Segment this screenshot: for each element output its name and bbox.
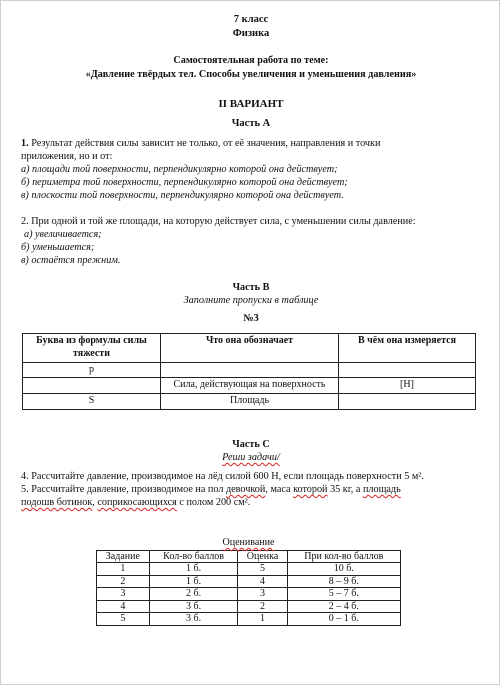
problem-5-line-1 — [21, 483, 481, 496]
part-c-instruction-wrap — [21, 451, 481, 464]
subject-label: Физика — [232, 27, 270, 39]
table-cell: 1 б. — [149, 575, 238, 588]
table-cell — [339, 394, 476, 410]
part-b-heading: Часть В — [232, 282, 270, 293]
question-2-text: 2. При одной и той же площади, на которую действует сила, с уменьшении силы давление: — [21, 216, 416, 227]
column-header: В чём она измеряется — [339, 334, 476, 363]
column-header: Кол-во баллов — [149, 550, 238, 563]
table-cell: 4 — [238, 575, 287, 588]
table-row — [97, 575, 401, 588]
table-cell: 2 – 4 б. — [287, 600, 400, 613]
column-header: При кол-во баллов — [287, 550, 400, 563]
grading-caption — [96, 537, 401, 550]
table-row — [23, 378, 476, 394]
table-cell: S — [23, 394, 161, 410]
table-cell: 1 б. — [149, 563, 238, 576]
part-b-section — [21, 281, 481, 325]
column-header: Оценка — [238, 550, 287, 563]
table-cell: 3 — [238, 588, 287, 601]
column-header: Буква из формулы силы тяжести — [23, 334, 161, 363]
question-1 — [21, 137, 481, 202]
question-2-option-c: в) остаётся прежним. — [21, 255, 121, 267]
problem-5-text: с полом 200 см². — [176, 497, 251, 509]
title-line-2: «Давление твёрдых тел. Способы увеличения и уменьшения давления» — [85, 68, 417, 80]
problem-5-word: которой — [293, 484, 328, 496]
table-cell: 8 – 9 б. — [287, 575, 400, 588]
question-2 — [21, 215, 481, 267]
problem-4: 4. Рассчитайте давление, производимое на лёд силой 600 Н, если площадь поверхности 5 м². — [21, 471, 424, 482]
problem-5-line-2 — [21, 496, 481, 509]
table-cell: 0 – 1 б. — [287, 613, 400, 626]
table-cell: 3 б. — [149, 600, 238, 613]
part-c-instruction: Реши задачи/ — [222, 452, 280, 464]
part-c-section — [21, 438, 481, 464]
table-row — [23, 394, 476, 410]
problem-5-text: , — [92, 497, 98, 509]
grade-label: 7 класс — [233, 14, 269, 25]
table-row — [97, 588, 401, 601]
grading-table — [96, 537, 401, 626]
table-cell: 1 — [97, 563, 150, 576]
question-1-visible-text: Результат действия силы зависит не только, от её значения, направления и точки — [31, 138, 381, 149]
table-cell: 2 — [97, 575, 150, 588]
table-row — [97, 613, 401, 626]
question-1-text-line-1: 1. Результат действия силы зависит не только, от её значения, направления и точки — [21, 138, 381, 149]
part-c-heading: Часть С — [232, 439, 270, 450]
title-line-1: Самостоятельная работа по теме: — [173, 55, 329, 66]
grading-header — [97, 550, 401, 563]
question-1-option-c: в) плоскости той поверхности, перпендикулярно которой она действует. — [21, 190, 344, 202]
fill-in-table — [22, 333, 476, 410]
question-2-option-a: а) увеличивается; — [24, 229, 102, 241]
problem-5-word: подошв ботинок — [21, 497, 93, 509]
problem-5-word: площадь — [362, 484, 401, 496]
table-cell — [23, 378, 161, 394]
table-cell: 2 — [238, 600, 287, 613]
table-cell: 4 — [97, 600, 150, 613]
question-1-option-a: а) площади той поверхности, перпендикулярно которой она действует; — [21, 164, 338, 176]
table-cell: 5 — [97, 613, 150, 626]
table-row — [23, 362, 476, 378]
table-cell — [161, 362, 339, 378]
problems — [21, 470, 481, 509]
column-header: Что она обозначает — [161, 334, 339, 363]
grading-caption-text: Оценивание — [222, 537, 275, 548]
question-1-text-line-2: приложения, но и от: — [21, 151, 113, 163]
part-a-heading: Часть А — [231, 118, 271, 129]
table-number: №3 — [243, 313, 259, 325]
variant-label: II ВАРИАНТ — [218, 98, 284, 110]
table-cell: [Н] — [339, 378, 476, 394]
fill-in-table-header — [23, 334, 476, 363]
table-cell: 10 б. — [287, 563, 400, 576]
table-cell: 5 – 7 б. — [287, 588, 400, 601]
question-1-option-b: б) периметра той поверхности, перпендикулярно которой она действует; — [21, 177, 348, 189]
part-b-instruction: Заполните пропуски в таблице — [183, 295, 319, 307]
work-title — [21, 54, 481, 82]
table-row — [97, 563, 401, 576]
table-cell: 5 — [238, 563, 287, 576]
table-cell: 2 б. — [149, 588, 238, 601]
table-cell: Сила, действующая на поверхность — [161, 378, 339, 394]
question-2-option-b: б) уменьшается; — [21, 242, 95, 254]
problem-5-word: девочкой — [225, 484, 266, 496]
table-cell: 3 б. — [149, 613, 238, 626]
table-cell: p — [23, 362, 161, 378]
table-cell: 1 — [238, 613, 287, 626]
problem-5-word: соприкосающихся — [97, 497, 177, 509]
problem-5-text: 5. Рассчитайте давление, производимое на пол — [21, 484, 226, 496]
table-row — [97, 600, 401, 613]
document-header — [21, 13, 481, 40]
problem-5-text: 35 кг, а — [327, 484, 363, 496]
table-cell: Площадь — [161, 394, 339, 410]
column-header: Задание — [97, 550, 150, 563]
problem-5-text: , маса — [265, 484, 294, 496]
table-cell — [339, 362, 476, 378]
table-cell: 3 — [97, 588, 150, 601]
